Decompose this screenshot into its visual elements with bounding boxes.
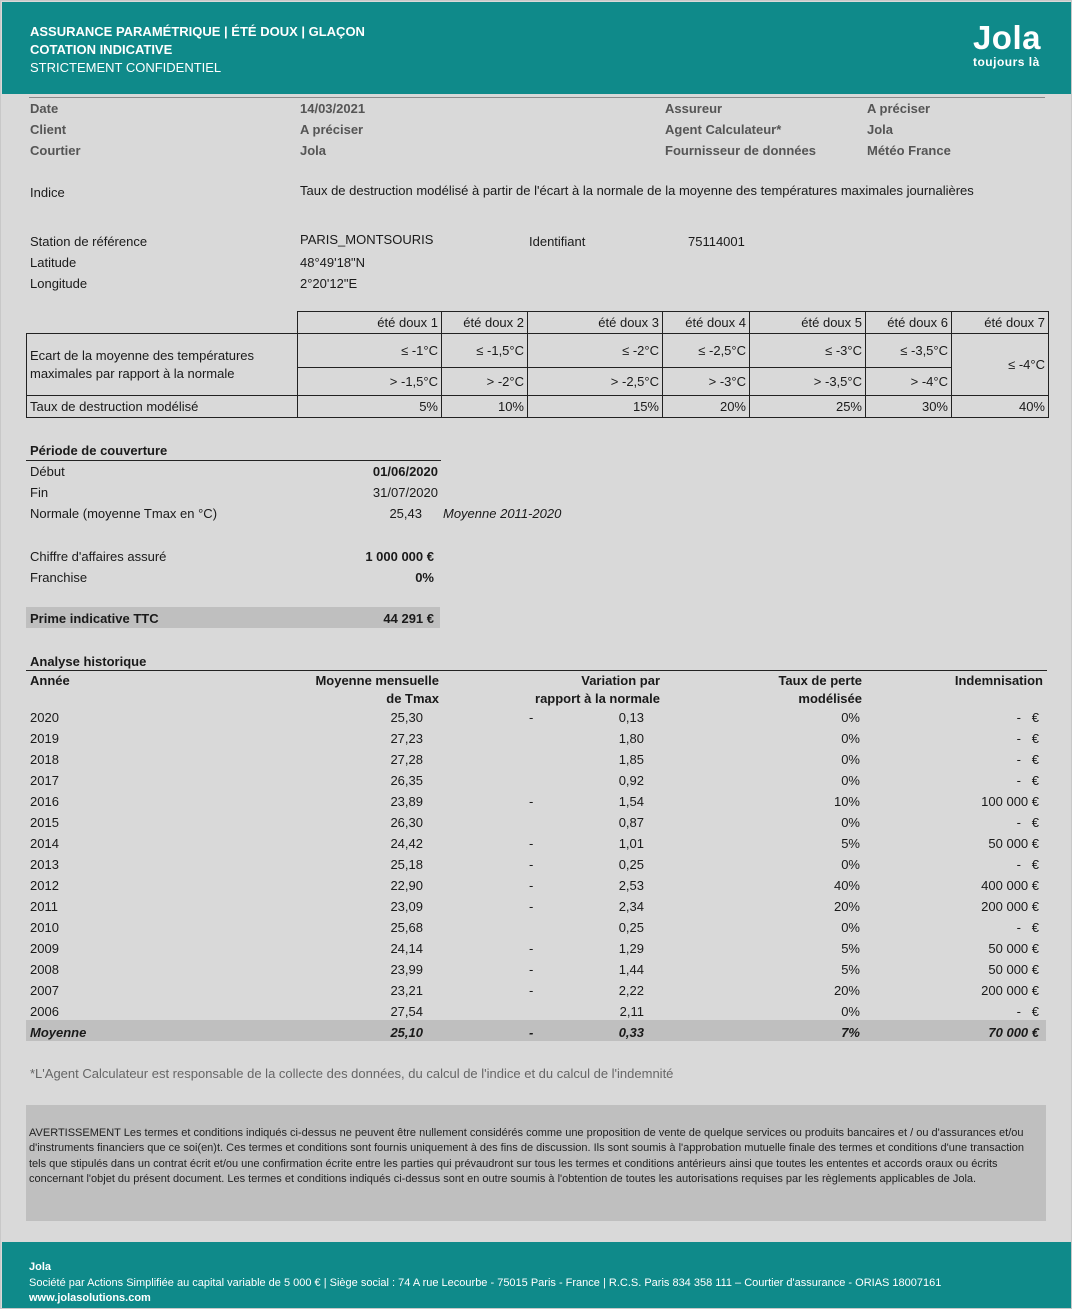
history-indemnity: - €: [1016, 752, 1039, 767]
col-var-header-2: rapport à la normale: [535, 691, 660, 706]
history-loss-rate: 40%: [833, 878, 860, 893]
date-value: 14/03/2021: [300, 101, 366, 116]
history-indemnity: - €: [1016, 815, 1039, 830]
history-mean: 26,30: [390, 815, 423, 830]
rate-7: 40%: [952, 396, 1049, 418]
history-mean: 25,68: [390, 920, 423, 935]
history-year: 2010: [30, 920, 59, 935]
upper-bound-4: ≤ -2,5°C: [663, 334, 750, 368]
history-variation: 0,87: [618, 815, 644, 830]
history-mean: 24,14: [390, 941, 423, 956]
history-row: [29, 752, 1045, 773]
history-year: 2018: [30, 752, 59, 767]
col-indem-header: Indemnisation: [954, 673, 1043, 688]
upper-bound-6: ≤ -3,5°C: [866, 334, 952, 368]
level-header-4: été doux 4: [663, 312, 750, 334]
col-year-header: Année: [30, 673, 70, 688]
document-title: ASSURANCE PARAMÉTRIQUE | ÉTÉ DOUX | GLAÇON: [30, 24, 365, 39]
deviation-label-line1: Ecart de la moyenne des températures: [30, 347, 255, 363]
history-variation: 2,34: [618, 899, 644, 914]
history-row: [29, 794, 1045, 815]
footer-company: Jola: [29, 1261, 52, 1273]
history-indemnity: 200 000 €: [981, 983, 1039, 998]
history-variation: 0,25: [618, 920, 644, 935]
level-header-3: été doux 3: [528, 312, 663, 334]
history-year: 2019: [30, 731, 59, 746]
identifiant-label: Identifiant: [529, 234, 586, 249]
history-row: [29, 962, 1045, 983]
history-loss-rate: 0%: [841, 752, 860, 767]
history-year: 2016: [30, 794, 59, 809]
footer-details: Société par Actions Simplifiée au capital variable de 5 000 € | Siège social : 74 A rue Lecourbe - 75015 Paris - France | R.C.S. Paris 834 358 111 – Courtier d'assurance - ORIAS 18007161: [29, 1277, 942, 1289]
station-value: PARIS_MONTSOURIS: [300, 232, 434, 247]
avg-sign: -: [529, 1025, 534, 1040]
footer-website[interactable]: www.jolasolutions.com: [29, 1292, 151, 1304]
history-row: [29, 899, 1045, 920]
history-row: [29, 941, 1045, 962]
history-loss-rate: 5%: [841, 836, 860, 851]
coverage-title-underline: [26, 460, 441, 461]
history-variation: 2,11: [619, 1004, 644, 1019]
history-title: Analyse historique: [30, 654, 147, 669]
history-loss-rate: 0%: [841, 731, 860, 746]
history-row: [29, 815, 1045, 836]
upper-bound-1: ≤ -1°C: [298, 334, 442, 368]
col-mean-header-1: Moyenne mensuelle: [315, 673, 439, 688]
history-mean: 25,30: [390, 710, 423, 725]
history-sign: -: [529, 878, 534, 893]
logo-tagline: toujours là: [972, 55, 1040, 69]
history-year: 2009: [30, 941, 59, 956]
history-row: [29, 836, 1045, 857]
upper-bound-3: ≤ -2°C: [528, 334, 663, 368]
footer-banner: [2, 1242, 1071, 1308]
assureur-value: A préciser: [867, 101, 931, 116]
history-mean: 23,21: [390, 983, 423, 998]
history-sign: -: [529, 941, 534, 956]
history-mean: 27,28: [390, 752, 423, 767]
history-mean: 25,18: [390, 857, 423, 872]
history-indemnity: 50 000 €: [988, 836, 1039, 851]
premium-value: 44 291 €: [383, 611, 434, 626]
col-loss-header-2: modélisée: [798, 691, 862, 706]
history-mean: 27,54: [390, 1004, 423, 1019]
history-year: 2007: [30, 983, 59, 998]
assureur-label: Assureur: [665, 101, 723, 116]
history-variation: 0,13: [618, 710, 644, 725]
history-indemnity: 200 000 €: [981, 899, 1039, 914]
upper-bound-2: ≤ -1,5°C: [442, 334, 528, 368]
history-indemnity: - €: [1016, 920, 1039, 935]
history-row: [29, 857, 1045, 878]
history-variation: 1,44: [618, 962, 644, 977]
header-banner: [2, 2, 1071, 94]
normal-value: 25,43: [389, 506, 422, 521]
history-row: [29, 878, 1045, 899]
history-indemnity: 100 000 €: [981, 794, 1039, 809]
col-mean-header-2: de Tmax: [386, 691, 439, 706]
lower-bound-6: > -4°C: [866, 368, 952, 396]
history-indemnity: - €: [1016, 857, 1039, 872]
history-year: 2017: [30, 773, 59, 788]
latitude-value: 48°49'18"N: [300, 255, 366, 270]
history-variation: 1,80: [618, 731, 644, 746]
history-loss-rate: 5%: [841, 962, 860, 977]
history-mean: 24,42: [390, 836, 423, 851]
client-label: Client: [30, 122, 67, 137]
history-loss-rate: 20%: [833, 899, 860, 914]
avg-mean: 25,10: [390, 1025, 423, 1040]
history-title-underline: [26, 670, 1047, 671]
start-label: Début: [30, 464, 65, 479]
history-row: [29, 983, 1045, 1004]
agent-label: Agent Calculateur*: [665, 122, 782, 137]
history-sign: -: [529, 899, 534, 914]
history-mean: 22,90: [390, 878, 423, 893]
coverage-title: Période de couverture: [30, 443, 168, 458]
rate-3: 15%: [528, 396, 663, 418]
history-variation: 0,92: [618, 773, 644, 788]
agent-footnote: *L'Agent Calculateur est responsable de la collecte des données, du calcul de l'indice et du calcul de l'indemnité: [30, 1066, 674, 1081]
agent-value: Jola: [867, 122, 894, 137]
header-separator: [29, 97, 1045, 98]
history-loss-rate: 5%: [841, 941, 860, 956]
avg-loss: 7%: [841, 1025, 860, 1040]
avg-var: 0,33: [618, 1025, 644, 1040]
rate-row-label: Taux de destruction modélisé: [27, 396, 298, 418]
history-row: [29, 920, 1045, 941]
history-variation: 1,01: [618, 836, 644, 851]
logo-name: Jola: [972, 19, 1041, 56]
history-mean: 26,35: [390, 773, 423, 788]
history-loss-rate: 20%: [833, 983, 860, 998]
lower-bound-3: > -2,5°C: [528, 368, 663, 396]
level-header-6: été doux 6: [866, 312, 952, 334]
identifiant-value: 75114001: [688, 234, 745, 249]
history-mean: 27,23: [390, 731, 423, 746]
courtier-label: Courtier: [30, 143, 81, 158]
history-loss-rate: 0%: [841, 773, 860, 788]
history-year: 2015: [30, 815, 59, 830]
franchise-value: 0%: [415, 570, 434, 585]
rate-4: 20%: [663, 396, 750, 418]
history-row: [29, 731, 1045, 752]
jola-logo: [973, 20, 1041, 69]
indice-value: Taux de destruction modélisé à partir de l'écart à la normale de la moyenne des températures maximales journalières: [300, 183, 974, 198]
premium-label: Prime indicative TTC: [30, 611, 159, 626]
history-loss-rate: 0%: [841, 710, 860, 725]
history-year: 2008: [30, 962, 59, 977]
history-sign: -: [529, 983, 534, 998]
courtier-value: Jola: [300, 143, 327, 158]
history-mean: 23,99: [390, 962, 423, 977]
ca-label: Chiffre d'affaires assuré: [30, 549, 167, 564]
history-indemnity: 400 000 €: [981, 878, 1039, 893]
rate-6: 30%: [866, 396, 952, 418]
lower-bound-2: > -2°C: [442, 368, 528, 396]
history-indemnity: - €: [1016, 710, 1039, 725]
date-label: Date: [30, 101, 59, 116]
upper-bound-5: ≤ -3°C: [750, 334, 866, 368]
normal-note: Moyenne 2011-2020: [443, 506, 562, 521]
history-year: 2014: [30, 836, 59, 851]
end-value: 31/07/2020: [372, 485, 438, 500]
start-value: 01/06/2020: [372, 464, 438, 479]
history-sign: -: [529, 710, 534, 725]
history-indemnity: - €: [1016, 773, 1039, 788]
history-indemnity: 50 000 €: [988, 941, 1039, 956]
confidential-label: STRICTEMENT CONFIDENTIEL: [30, 60, 222, 75]
history-year: 2013: [30, 857, 59, 872]
fournisseur-label: Fournisseur de données: [665, 143, 816, 158]
rate-2: 10%: [442, 396, 528, 418]
document-subtitle: COTATION INDICATIVE: [30, 42, 173, 57]
lower-bound-4: > -3°C: [663, 368, 750, 396]
history-indemnity: - €: [1016, 1004, 1039, 1019]
longitude-label: Longitude: [30, 276, 88, 291]
history-variation: 1,54: [618, 794, 644, 809]
history-loss-rate: 0%: [841, 920, 860, 935]
level-header-5: été doux 5: [750, 312, 866, 334]
history-row: [29, 710, 1045, 731]
normal-label: Normale (moyenne Tmax en °C): [30, 506, 218, 521]
history-loss-rate: 0%: [841, 857, 860, 872]
client-value: A préciser: [300, 122, 364, 137]
deviation-row-label: [27, 334, 298, 396]
end-label: Fin: [30, 485, 49, 500]
level-header-2: été doux 2: [442, 312, 528, 334]
latitude-label: Latitude: [30, 255, 77, 270]
history-indemnity: 50 000 €: [988, 962, 1039, 977]
history-year: 2011: [30, 899, 58, 914]
disclaimer-text: AVERTISSEMENT Les termes et conditions indiqués ci-dessus ne peuvent être nullement considérés comme une proposition de vente de quelque services ou produits bancaires et / ou d'assurances et/ou d'instruments financiers que ce soi(en)t. Ces termes et conditions sont fournis uniquement à des fins de discussion. Ils sont soumis à l'approbation mutuelle finale des termes et conditions d'une transaction tels que stipulés dans un contrat écrit et/ou une confirmation écrite entre les parties qui prévaudront sur tous les termes et conditions antérieurs ainsi que toutes les ententes et accords oraux ou écrits concernant l'objet du présent document. Les termes et conditions indiqués ci-dessus sont en outre soumis à l'obtention de toutes les autorisations requises par les règlements applicables de Jola.: [29, 1127, 1024, 1186]
history-sign: -: [529, 857, 534, 872]
history-mean: 23,89: [390, 794, 423, 809]
history-sign: -: [529, 794, 534, 809]
history-sign: -: [529, 836, 534, 851]
lower-bound-1: > -1,5°C: [298, 368, 442, 396]
history-variation: 0,25: [618, 857, 644, 872]
rate-1: 5%: [298, 396, 442, 418]
history-variation: 2,22: [618, 983, 644, 998]
lower-bound-5: > -3,5°C: [750, 368, 866, 396]
history-variation: 1,29: [618, 941, 644, 956]
history-loss-rate: 0%: [841, 815, 860, 830]
history-year: 2020: [30, 710, 59, 725]
history-variation: 2,53: [618, 878, 644, 893]
col-var-header-1: Variation par: [581, 673, 660, 688]
rate-5: 25%: [750, 396, 866, 418]
history-loss-rate: 10%: [833, 794, 860, 809]
level-header-1: été doux 1: [298, 312, 442, 334]
upper-bound-7: ≤ -4°C: [952, 334, 1049, 396]
longitude-value: 2°20'12"E: [300, 276, 358, 291]
history-year: 2006: [30, 1004, 59, 1019]
avg-indem: 70 000 €: [988, 1025, 1039, 1040]
threshold-header-empty: [27, 312, 298, 334]
threshold-table: [26, 311, 1049, 418]
franchise-label: Franchise: [30, 570, 88, 585]
col-loss-header-1: Taux de perte: [778, 673, 862, 688]
history-row: [29, 773, 1045, 794]
fournisseur-value: Météo France: [867, 143, 951, 158]
history-variation: 1,85: [618, 752, 644, 767]
history-loss-rate: 0%: [841, 1004, 860, 1019]
deviation-label-line2: maximales par rapport à la normale: [30, 365, 235, 381]
level-header-7: été doux 7: [952, 312, 1049, 334]
avg-label: Moyenne: [30, 1025, 87, 1040]
history-sign: -: [529, 962, 534, 977]
history-year: 2012: [30, 878, 59, 893]
average-row: [29, 1025, 1045, 1046]
station-label: Station de référence: [30, 234, 148, 249]
history-indemnity: - €: [1016, 731, 1039, 746]
indice-label: Indice: [30, 185, 65, 200]
history-mean: 23,09: [390, 899, 423, 914]
ca-value: 1 000 000 €: [365, 549, 434, 564]
disclaimer-box: [26, 1105, 1046, 1221]
